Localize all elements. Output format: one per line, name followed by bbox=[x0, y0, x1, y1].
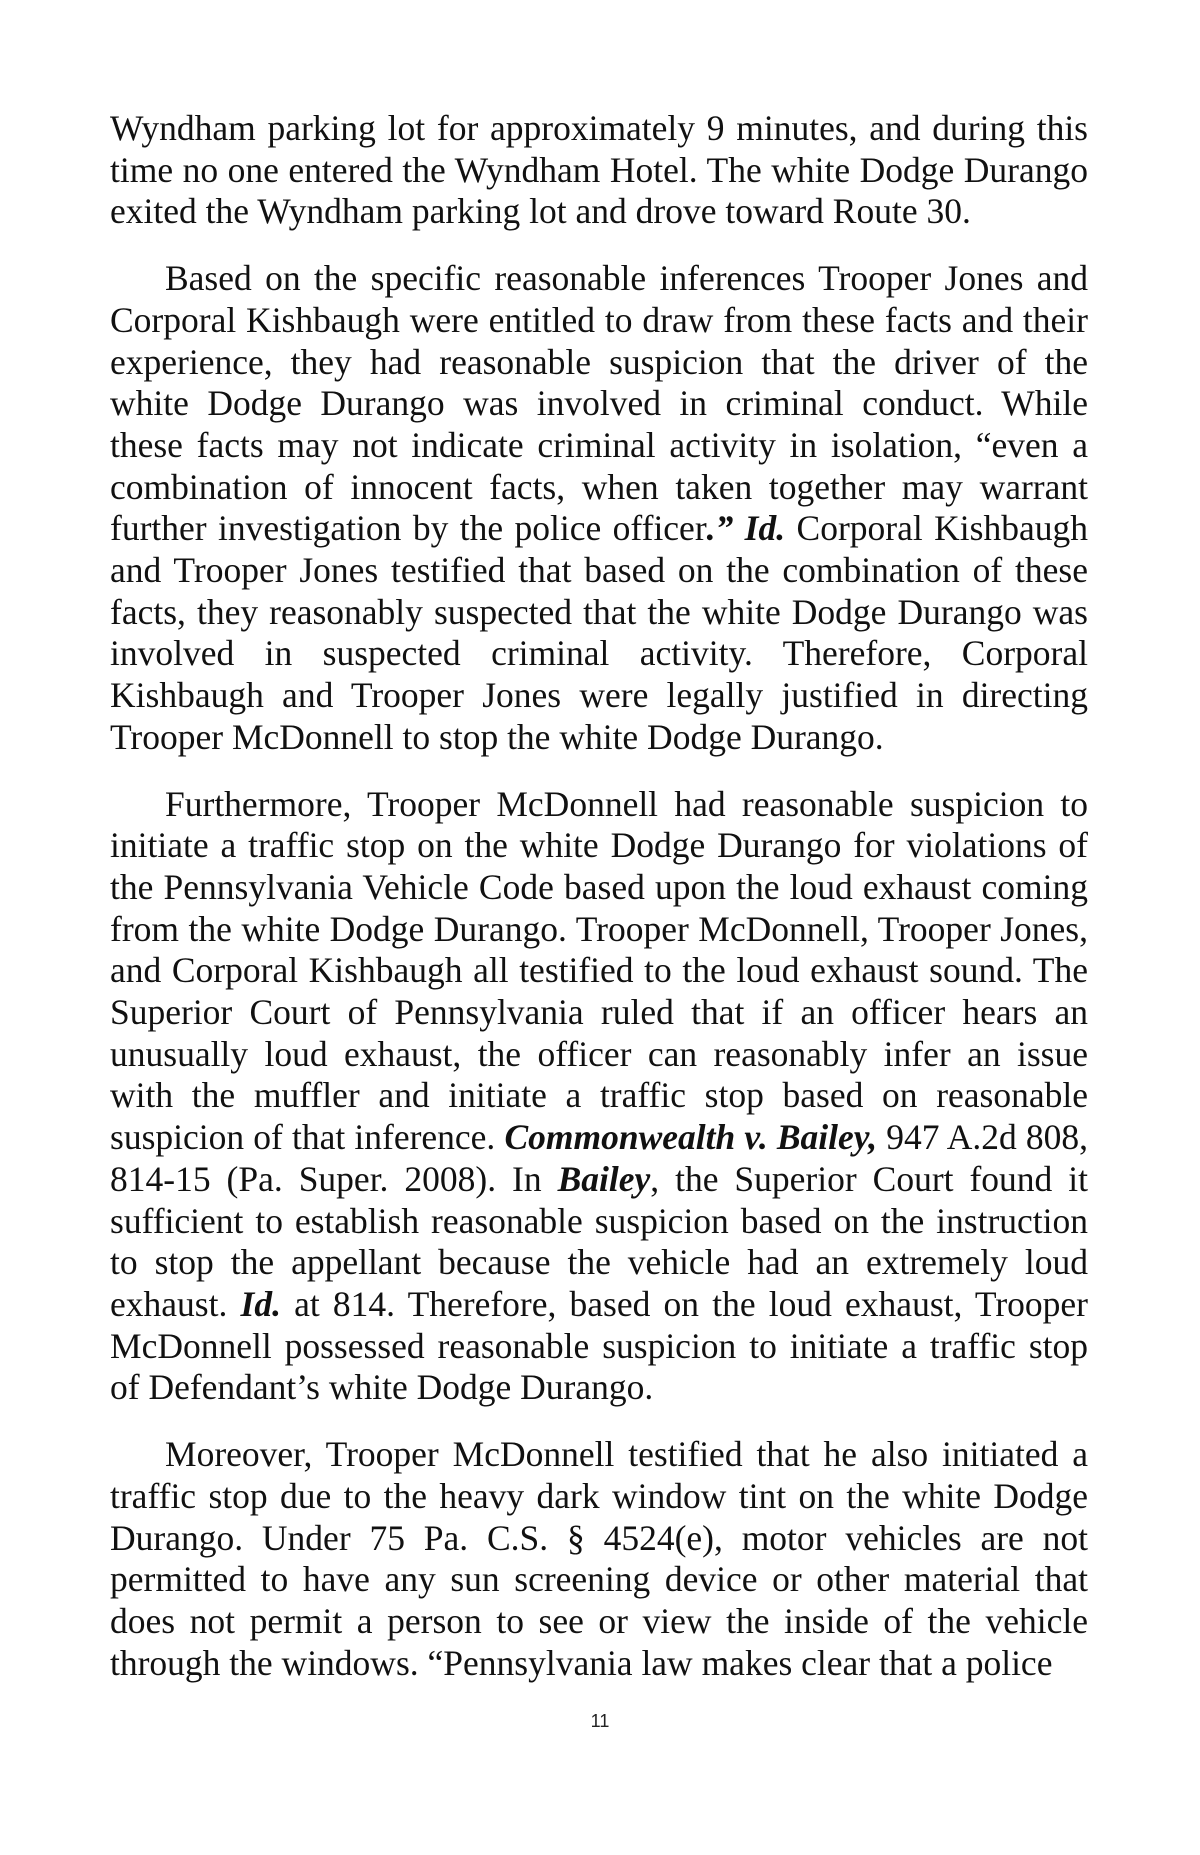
citation-id: .” Id. bbox=[706, 508, 786, 549]
paragraph bbox=[110, 258, 1088, 758]
paragraph-text: Wyndham parking lot for approximately 9 minutes, and during this time no one entered the Wyndham Hotel. The white Dodge Durango exited the Wyndham parking lot and drove toward Route 30. bbox=[110, 108, 1088, 232]
paragraph-text: Corporal Kishbaugh and Trooper Jones testified that based on the combination of these facts, they reasonably suspected that the white Dodge Durango was involved in suspected criminal activity. Therefore, Corporal Kishbaugh and Trooper Jones were legally justified in directing Trooper McDonnell to stop the white Dodge Durango. bbox=[110, 508, 1088, 757]
paragraph-text: Moreover, Trooper McDonnell testified that he also initiated a traffic stop due to the heavy dark window tint on the white Dodge Durango. Under 75 Pa. C.S. § 4524(e), motor vehicles are not permitted to have any sun screening device or other material that does not permit a person to see or view the inside of the vehicle through the windows. “Pennsylvania law makes clear that a police bbox=[110, 1434, 1088, 1683]
paragraph bbox=[110, 1434, 1088, 1684]
paragraph-text: 947 A.2d 808, 814-15 (Pa. Super. 2008). In bbox=[110, 1117, 1089, 1199]
case-citation: Commonwealth v. Bailey, bbox=[504, 1117, 878, 1158]
paragraph-text: Based on the specific reasonable inferences Trooper Jones and Corporal Kishbaugh were entitled to draw from these facts and their experience, they had reasonable suspicion that the driver of the white Dodge Durango was involved in criminal conduct. While these facts may not indicate criminal activity in isolation, “even a combination of innocent facts, when taken together may warrant further investigation by the police officer bbox=[110, 258, 1088, 549]
case-citation: Bailey bbox=[557, 1158, 651, 1199]
paragraph-text: at 814. Therefore, based on the loud exhaust, Trooper McDonnell possessed reasonable suspicion to initiate a traffic stop of Defendant’s white Dodge Durango. bbox=[110, 1283, 1088, 1408]
paragraph-text: , the Superior Court found it sufficient to establish reasonable suspicion based on the instruction to stop the appellant because the vehicle had an extremely loud exhaust. bbox=[110, 1158, 1088, 1324]
document-page bbox=[110, 108, 1088, 1684]
paragraph bbox=[110, 784, 1088, 1410]
page-number: 11 bbox=[590, 1711, 610, 1731]
paragraph-text: Furthermore, Trooper McDonnell had reasonable suspicion to initiate a traffic stop on the white Dodge Durango for violations of the Pennsylvania Vehicle Code based upon the loud exhaust coming from the white Dodge Durango. Trooper McDonnell, Trooper Jones, and Corporal Kishbaugh all testified to the loud exhaust sound. The Superior Court of Pennsylvania ruled that if an officer hears an unusually loud exhaust, the officer can reasonably infer an issue with the muffler and initiate a traffic stop based on reasonable suspicion of that inference. bbox=[110, 783, 1088, 1158]
citation-id: Id. bbox=[240, 1283, 281, 1324]
paragraph bbox=[110, 108, 1088, 233]
